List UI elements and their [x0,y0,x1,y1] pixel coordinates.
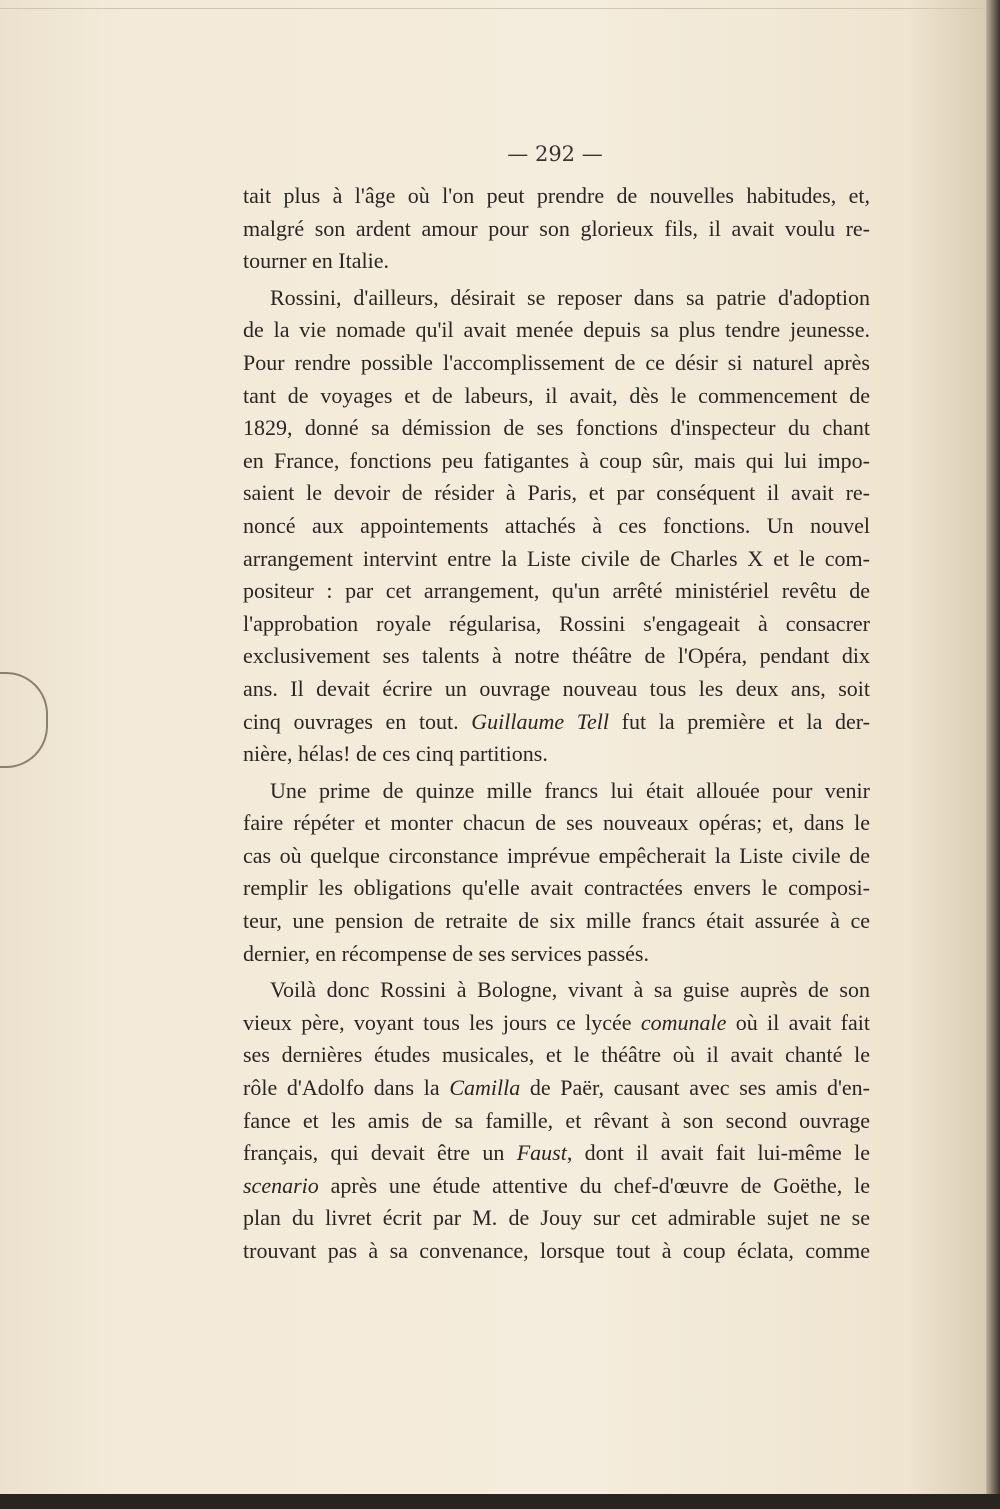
text-line: Pour rendre possible l'accomplissement de ce désir si naturel après [243,349,870,375]
page-tab-mark [0,672,48,768]
italic-word: scenario [243,1172,319,1198]
page-number: — 292 — [507,142,603,166]
paragraph-1 [243,180,870,278]
text-line: arrangement intervint entre la Liste civile de Charles X et le com- [243,545,870,571]
text-fragment: vieux père, voyant tous les jours ce lycée [243,1009,641,1035]
paragraph-3 [243,775,870,971]
text-line [243,1007,870,1040]
text-line: 1829, donné sa démission de ses fonctions d'inspecteur du chant [243,415,870,441]
text-line: en France, fonctions peu fatigantes à coup sûr, mais qui lui impo- [243,447,870,473]
text-line: saient le devoir de résider à Paris, et par conséquent il avait re- [243,480,870,506]
text-line [243,706,870,739]
text-line [243,1170,870,1203]
body-text [243,180,870,1268]
text-line: faire répéter et monter chacun de ses nouveaux opéras; et, dans le [243,810,870,836]
text-line [243,1137,870,1170]
text-line: Une prime de quinze mille francs lui était allouée pour venir [270,777,870,803]
text-line: trouvant pas à sa convenance, lorsque tout à coup éclata, comme [243,1238,870,1263]
text-line: nière, hélas! de ces cinq partitions. [243,741,548,767]
text-line: dernier, en récompense de ses services passés. [243,940,649,966]
text-fragment: après une étude attentive du chef-d'œuvre de Goëthe, le [318,1172,870,1198]
text-line: plan du livret écrit par M. de Jouy sur cet admirable sujet ne se [243,1205,870,1231]
text-line: Rossini, d'ailleurs, désirait se reposer dans sa patrie d'adoption [270,284,870,310]
italic-word: comunale [640,1009,727,1035]
bottom-edge-shadow [0,1494,1000,1509]
text-line: remplir les obligations qu'elle avait contractées envers le composi- [243,875,870,901]
text-line: noncé aux appointements attachés à ces fonctions. Un nouvel [243,512,870,538]
text-fragment: français, qui devait être un [243,1140,517,1166]
text-line: tourner en Italie. [243,248,389,274]
text-fragment: , dont il avait fait lui-même le [566,1140,870,1166]
text-line: ses dernières études musicales, et le théâtre où il avait chanté le [243,1042,870,1068]
text-line: teur, une pension de retraite de six mille francs était assurée à ce [243,908,870,934]
text-line: cas où quelque circonstance imprévue empêcherait la Liste civile de [243,842,870,868]
text-line: malgré son ardent amour pour son glorieux fils, il avait voulu re- [243,215,870,241]
paragraph-2 [243,282,870,771]
text-line: tait plus à l'âge où l'on peut prendre de nouvelles habitudes, et, [243,183,870,208]
text-fragment: rôle d'Adolfo dans la [243,1075,450,1101]
text-line: positeur : par cet arrangement, qu'un arrêté ministériel revêtu de [243,578,870,604]
italic-title: Faust [516,1140,567,1166]
top-rule [0,8,986,9]
text-fragment: où il avait fait [726,1009,870,1035]
text-line: Voilà donc Rossini à Bologne, vivant à sa guise auprès de son [270,977,870,1003]
italic-title: Camilla [449,1075,521,1101]
page-edge-shadow [986,0,1000,1509]
text-line: l'approbation royale régularisa, Rossini s'engageait à consacrer [243,610,870,636]
text-line: fance et les amis de sa famille, et rêvant à son second ouvrage [243,1107,870,1133]
text-fragment: de Paër, causant avec ses amis d'en- [520,1075,871,1101]
paragraph-4 [243,974,870,1267]
text-line: exclusivement ses talents à notre théâtre de l'Opéra, pendant dix [243,643,870,669]
text-line: ans. Il devait écrire un ouvrage nouveau tous les deux ans, soit [243,675,870,701]
text-line: de la vie nomade qu'il avait menée depuis sa plus tendre jeunesse. [243,317,870,343]
text-line: tant de voyages et de labeurs, il avait, dès le commencement de [243,382,870,408]
text-line [243,1072,870,1105]
text-fragment: fut la première et la der- [609,708,870,734]
text-fragment: cinq ouvrages en tout. [243,708,472,734]
italic-title: Guillaume Tell [471,708,610,734]
